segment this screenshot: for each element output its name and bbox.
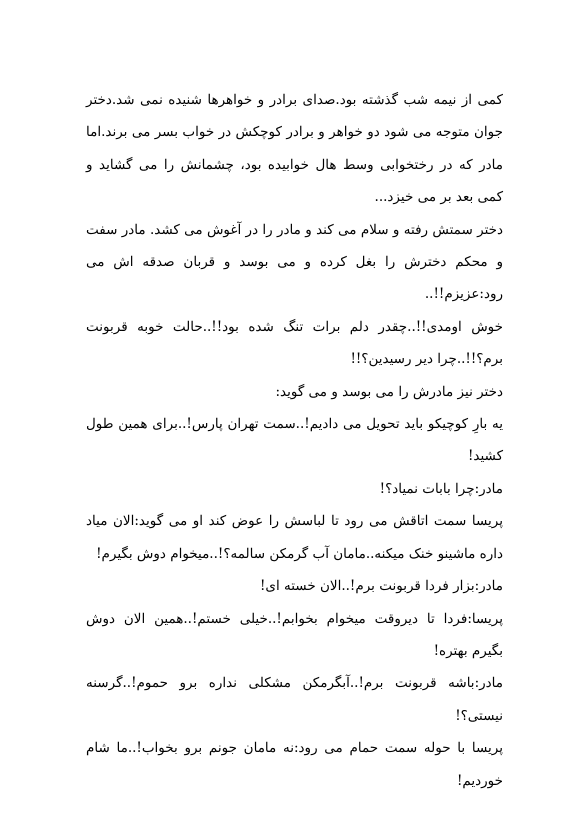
paragraph-6: مادر:چرا بابات نمیاد؟! — [379, 480, 503, 497]
paragraph-4: دختر نیز مادرش را می بوسد و می گوید: — [275, 383, 503, 400]
paragraph-1: کمی از نیمه شب گذشته بود.صدای برادر و خواهرها شنیده نمی شد.دختر جوان متوجه می شود دو خواهر و برادر کوچکش در خواب بسر می برند.اما مادر که در رختخوابی وسط هال خوابیده بود، چشمانش را می گشاید و کمی بعد بر می خیزد... — [86, 92, 503, 206]
paragraph-11: پریسا با حوله سمت حمام می رود:نه مامان جونم برو بخواب!..ما شام خوردیم! — [86, 740, 503, 789]
paragraph-10: مادر:باشه قربونت برم!..آبگرمکن مشکلی نداره برو حموم!..گرسنه نیستی؟! — [86, 675, 503, 724]
paragraph-8: مادر:بزار فردا قربونت برم!..الان خسته ای! — [259, 578, 503, 595]
paragraph-3: خوش اومدی!!..چقدر دلم برات تنگ شده بود!!..حالت خوبه قربونت برم؟!!..چرا دیر رسیدین؟!! — [86, 318, 503, 368]
paragraph-9: پریسا:فردا تا دیروقت میخوام بخوابم!..خیلی خستم!..همین الان دوش بگیرم بهتره! — [86, 610, 503, 659]
paragraph-2: دختر سمتش رفته و سلام می کند و مادر را در آغوش می کشد. مادر سفت و محکم دخترش را بغل کرده و می بوسد و قربان صدقه اش می رود:عزیزم!!.. — [86, 221, 503, 303]
paragraph-5: یه بارِ کوچیکو باید تحویل می دادیم!..سمت تهران پارس!..برای همین طول کشید! — [86, 416, 503, 465]
paragraph-7: پریسا سمت اتاقش می رود تا لباسش را عوض کند او می گوید:الان میاد داره ماشینو خنک میکنه..مامان آب گرمکن سالمه؟!..میخوام دوش بگیرم! — [86, 513, 503, 562]
story-text — [86, 84, 503, 797]
